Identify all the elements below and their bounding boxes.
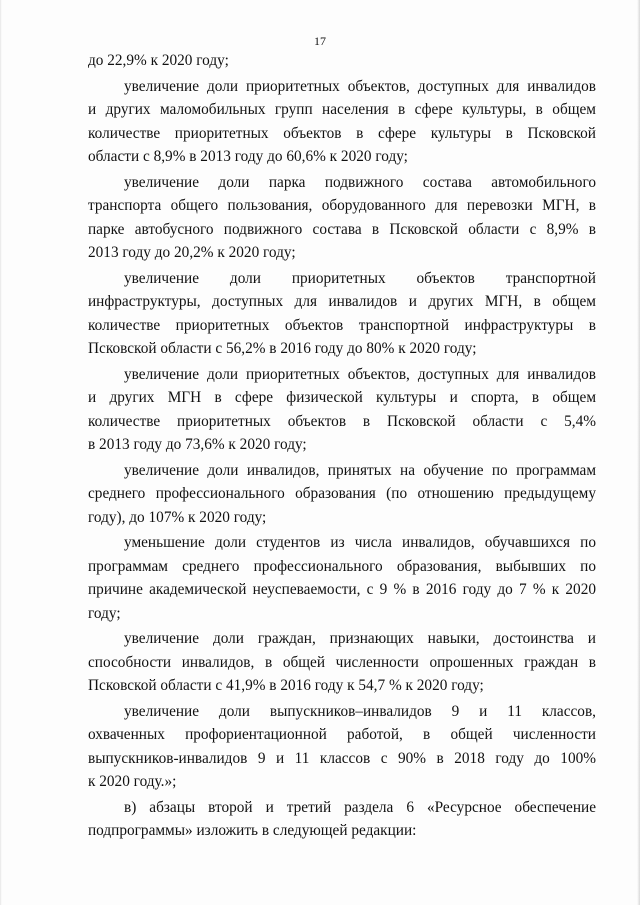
text-line: увеличение доли парка подвижного состава автомобильного — [124, 173, 596, 191]
text-line: увеличение доли выпускников–инвалидов 9 и 11 классов, — [124, 702, 596, 720]
text-line: до 22,9% к 2020 году; — [88, 52, 229, 69]
text-line: и других маломобильных групп населения в сфере культуры, в общем — [88, 101, 596, 118]
text-line: в) абзацы второй и третий раздела 6 «Ресурсное обеспечение — [124, 798, 596, 816]
page-number: 17 — [314, 34, 326, 48]
text-line: к 2020 году.»; — [88, 773, 177, 790]
text-line: увеличение доли приоритетных объектов, доступных для инвалидов — [124, 77, 596, 95]
paragraph — [88, 700, 596, 794]
text-line: количестве приоритетных объектов в сфере культуры в Псковской — [88, 124, 596, 142]
text-line: области с 8,9% в 2013 году до 60,6% к 2020 году; — [88, 148, 408, 165]
document-body — [88, 49, 596, 845]
text-line: среднего профессионального образования (по отношению предыдущему — [88, 485, 596, 502]
text-line: программам среднего профессионального образования, выбывших по — [88, 557, 596, 575]
text-line: Псковской области с 56,2% в 2016 году до 80% к 2020 году; — [88, 340, 477, 357]
text-line: транспорта общего пользования, оборудованного для перевозки МГН, в — [88, 197, 596, 214]
text-line: выпускников-инвалидов 9 и 11 классов с 90% в 2018 году до 100% — [88, 749, 596, 767]
text-line: увеличение доли инвалидов, принятых на обучение по программам — [124, 461, 596, 479]
text-line: количестве приоритетных объектов в Псковской области с 5,4% — [88, 412, 596, 430]
paragraph — [88, 49, 596, 73]
paragraph — [88, 459, 596, 530]
text-line: уменьшение доли студентов из числа инвалидов, обучавшихся по — [124, 534, 596, 551]
paragraph — [88, 627, 596, 698]
text-line: охваченных профориентационной работой, в общей численности — [88, 726, 596, 743]
text-line: 2013 году до 20,2% к 2020 году; — [88, 244, 296, 261]
text-line: парке автобусного подвижного состава в Псковской области с 8,9% в — [88, 220, 596, 238]
paragraph — [88, 363, 596, 457]
text-line: способности инвалидов, в общей численности опрошенных граждан в — [88, 653, 596, 671]
text-line: году), до 107% к 2020 году; — [88, 508, 267, 526]
text-line: причине академической неуспеваемости, с 9 % в 2016 году до 7 % к 2020 — [88, 581, 596, 598]
paragraph — [88, 531, 596, 625]
text-line: увеличение доли граждан, признающих навыки, достоинства и — [124, 630, 596, 647]
text-line: году; — [88, 604, 121, 622]
paragraph — [88, 171, 596, 265]
text-line: увеличение доли приоритетных объектов, доступных для инвалидов — [124, 365, 596, 383]
text-line: количестве приоритетных объектов транспортной инфраструктуры в — [88, 316, 596, 334]
scan-edge-left — [0, 0, 2, 905]
paragraph — [88, 267, 596, 361]
paragraph — [88, 75, 596, 169]
text-line: в 2013 году до 73,6% к 2020 году; — [88, 436, 307, 453]
text-line: Псковской области с 41,9% в 2016 году к 54,7 % к 2020 году; — [88, 677, 484, 694]
text-line: инфраструктуры, доступных для инвалидов и других МГН, в общем — [88, 293, 596, 310]
text-line: увеличение доли приоритетных объектов транспортной — [124, 269, 596, 287]
text-line: подпрограммы» изложить в следующей редакции: — [88, 822, 417, 839]
text-line: и других МГН в сфере физической культуры и спорта, в общем — [88, 389, 596, 406]
paragraph — [88, 796, 596, 843]
